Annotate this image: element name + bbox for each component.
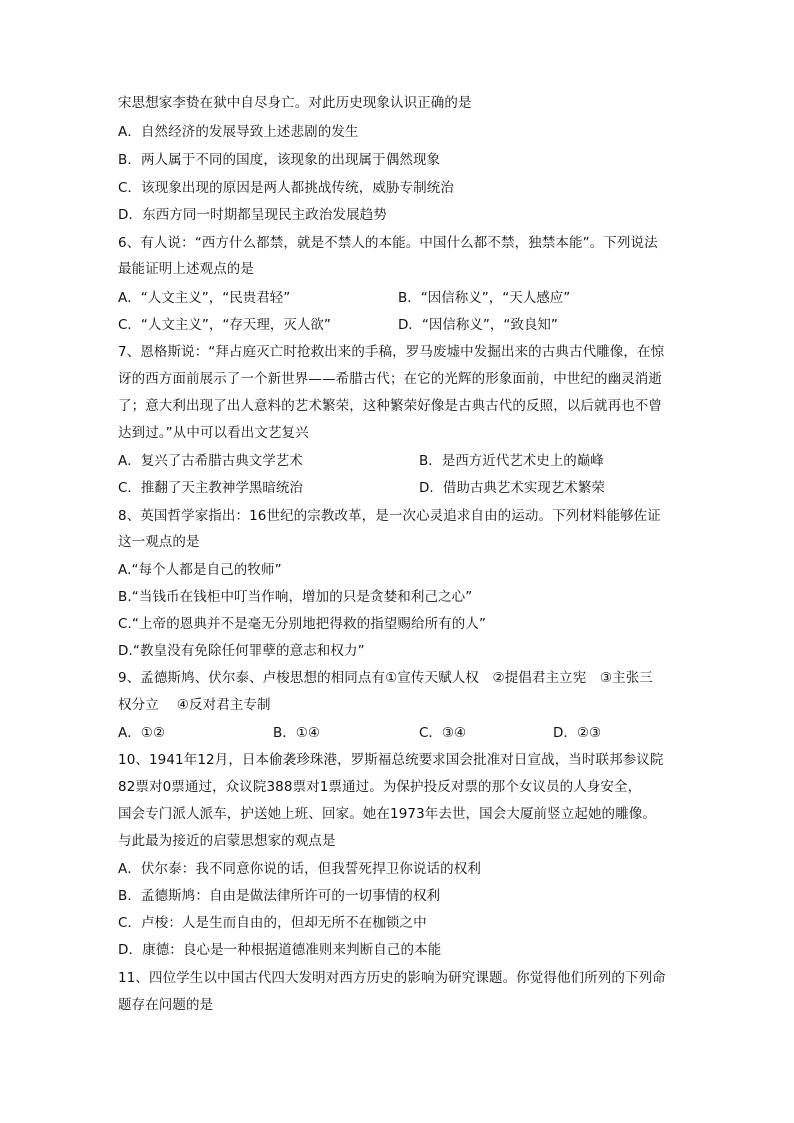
- q5-stem: 宋思想家李贽在狱中自尽身亡。对此历史现象认识正确的是: [118, 95, 472, 111]
- q6-option-d: D．“因信称义”，“致良知”: [398, 317, 558, 333]
- q7-stem-line-4: 达到过。”从中可以看出文艺复兴: [118, 425, 309, 441]
- q10-stem-line-3: 国会专门派人派车，护送她上班、回家。她在1973年去世，国会大厦前竖立起她的雕像。: [118, 806, 656, 822]
- q5-option-d: D．东西方同一时期都呈现民主政治发展趋势: [118, 207, 387, 223]
- q9-option-b: B．①④: [273, 725, 320, 741]
- q10-option-a: A．伏尔泰：我不同意你说的话，但我誓死捍卫你说话的权利: [118, 861, 481, 877]
- q9-stem-line-1: 9、孟德斯鸠、伏尔泰、卢梭思想的相同点有①宣传天赋人权 ②提倡君主立宪 ③主张三: [118, 670, 653, 686]
- q7-option-c: C．推翻了天主教神学黑暗统治: [118, 480, 303, 496]
- q11-stem-line-1: 11、四位学生以中国古代四大发明对西方历史的影响为研究课题。你觉得他们所列的下列命: [118, 970, 666, 986]
- q7-stem-line-2: 讶的西方面前展示了一个新世界——希腊古代；在它的光辉的形象面前，中世纪的幽灵消逝: [118, 371, 662, 387]
- q5-option-c: C．该现象出现的原因是两人都挑战传统，威胁专制统治: [118, 180, 454, 196]
- q10-option-c: C．卢梭：人是生而自由的，但却无所不在枷锁之中: [118, 915, 427, 931]
- q7-option-d: D．借助古典艺术实现艺术繁荣: [419, 480, 605, 496]
- q11-stem-line-2: 题存在问题的是: [118, 997, 214, 1013]
- q6-stem-line-2: 最能证明上述观点的是: [118, 261, 254, 277]
- q9-stem-line-2: 权分立 ④反对君主专制: [118, 697, 271, 713]
- q10-stem-line-4: 与此最为接近的启蒙思想家的观点是: [118, 833, 336, 849]
- q8-option-c: C.“上帝的恩典并不是毫无分别地把得救的指望赐给所有的人”: [118, 616, 487, 632]
- q9-option-d: D．②③: [553, 725, 602, 741]
- q6-stem-line-1: 6、有人说：“西方什么都禁，就是不禁人的本能。中国什么都不禁，独禁本能”。下列说法: [118, 235, 658, 251]
- q10-stem-line-2: 82票对0票通过，众议院388票对1票通过。为保护投反对票的那个女议员的人身安全，: [118, 779, 642, 795]
- q5-option-a: A．自然经济的发展导致上述悲剧的发生: [118, 124, 359, 140]
- q5-option-b: B．两人属于不同的国度，该现象的出现属于偶然现象: [118, 152, 441, 168]
- q7-stem-line-1: 7、恩格斯说：“拜占庭灭亡时抢救出来的手稿，罗马废墟中发掘出来的古典古代雕像，在惊: [118, 344, 665, 360]
- q8-option-d: D.“教皇没有免除任何罪孽的意志和权力”: [118, 643, 365, 659]
- q6-option-a: A．“人文主义”，“民贵君轻”: [118, 290, 291, 306]
- q10-option-b: B．孟德斯鸠：自由是做法律所许可的一切事情的权利: [118, 888, 441, 904]
- q8-option-b: B.“当钱币在钱柜中叮当作响，增加的只是贪婪和利己之心”: [118, 589, 473, 605]
- q6-option-c: C．“人文主义”，“存天理，灭人欲”: [118, 317, 331, 333]
- q6-option-b: B．“因信称义”，“天人感应”: [398, 290, 571, 306]
- q10-option-d: D．康德：良心是一种根据道德准则来判断自己的本能: [118, 942, 442, 958]
- q9-option-c: C．③④: [419, 725, 467, 741]
- q10-stem-line-1: 10、1941年12月，日本偷袭珍珠港，罗斯福总统要求国会批准对日宣战，当时联邦参议院: [118, 752, 664, 768]
- q8-stem-line-2: 这一观点的是: [118, 534, 200, 550]
- q8-stem-line-1: 8、英国哲学家指出：16世纪的宗教改革，是一次心灵追求自由的运动。下列材料能够佐证: [118, 508, 661, 524]
- q9-option-a: A．①②: [118, 725, 165, 741]
- q7-option-a: A．复兴了古希腊古典文学艺术: [118, 453, 303, 469]
- q7-stem-line-3: 了；意大利出现了出人意料的艺术繁荣，这种繁荣好像是古典古代的反照，以后就再也不曾: [118, 398, 662, 414]
- q7-option-b: B．是西方近代艺术史上的巅峰: [419, 453, 604, 469]
- q8-option-a: A.“每个人都是自己的牧师”: [118, 562, 282, 578]
